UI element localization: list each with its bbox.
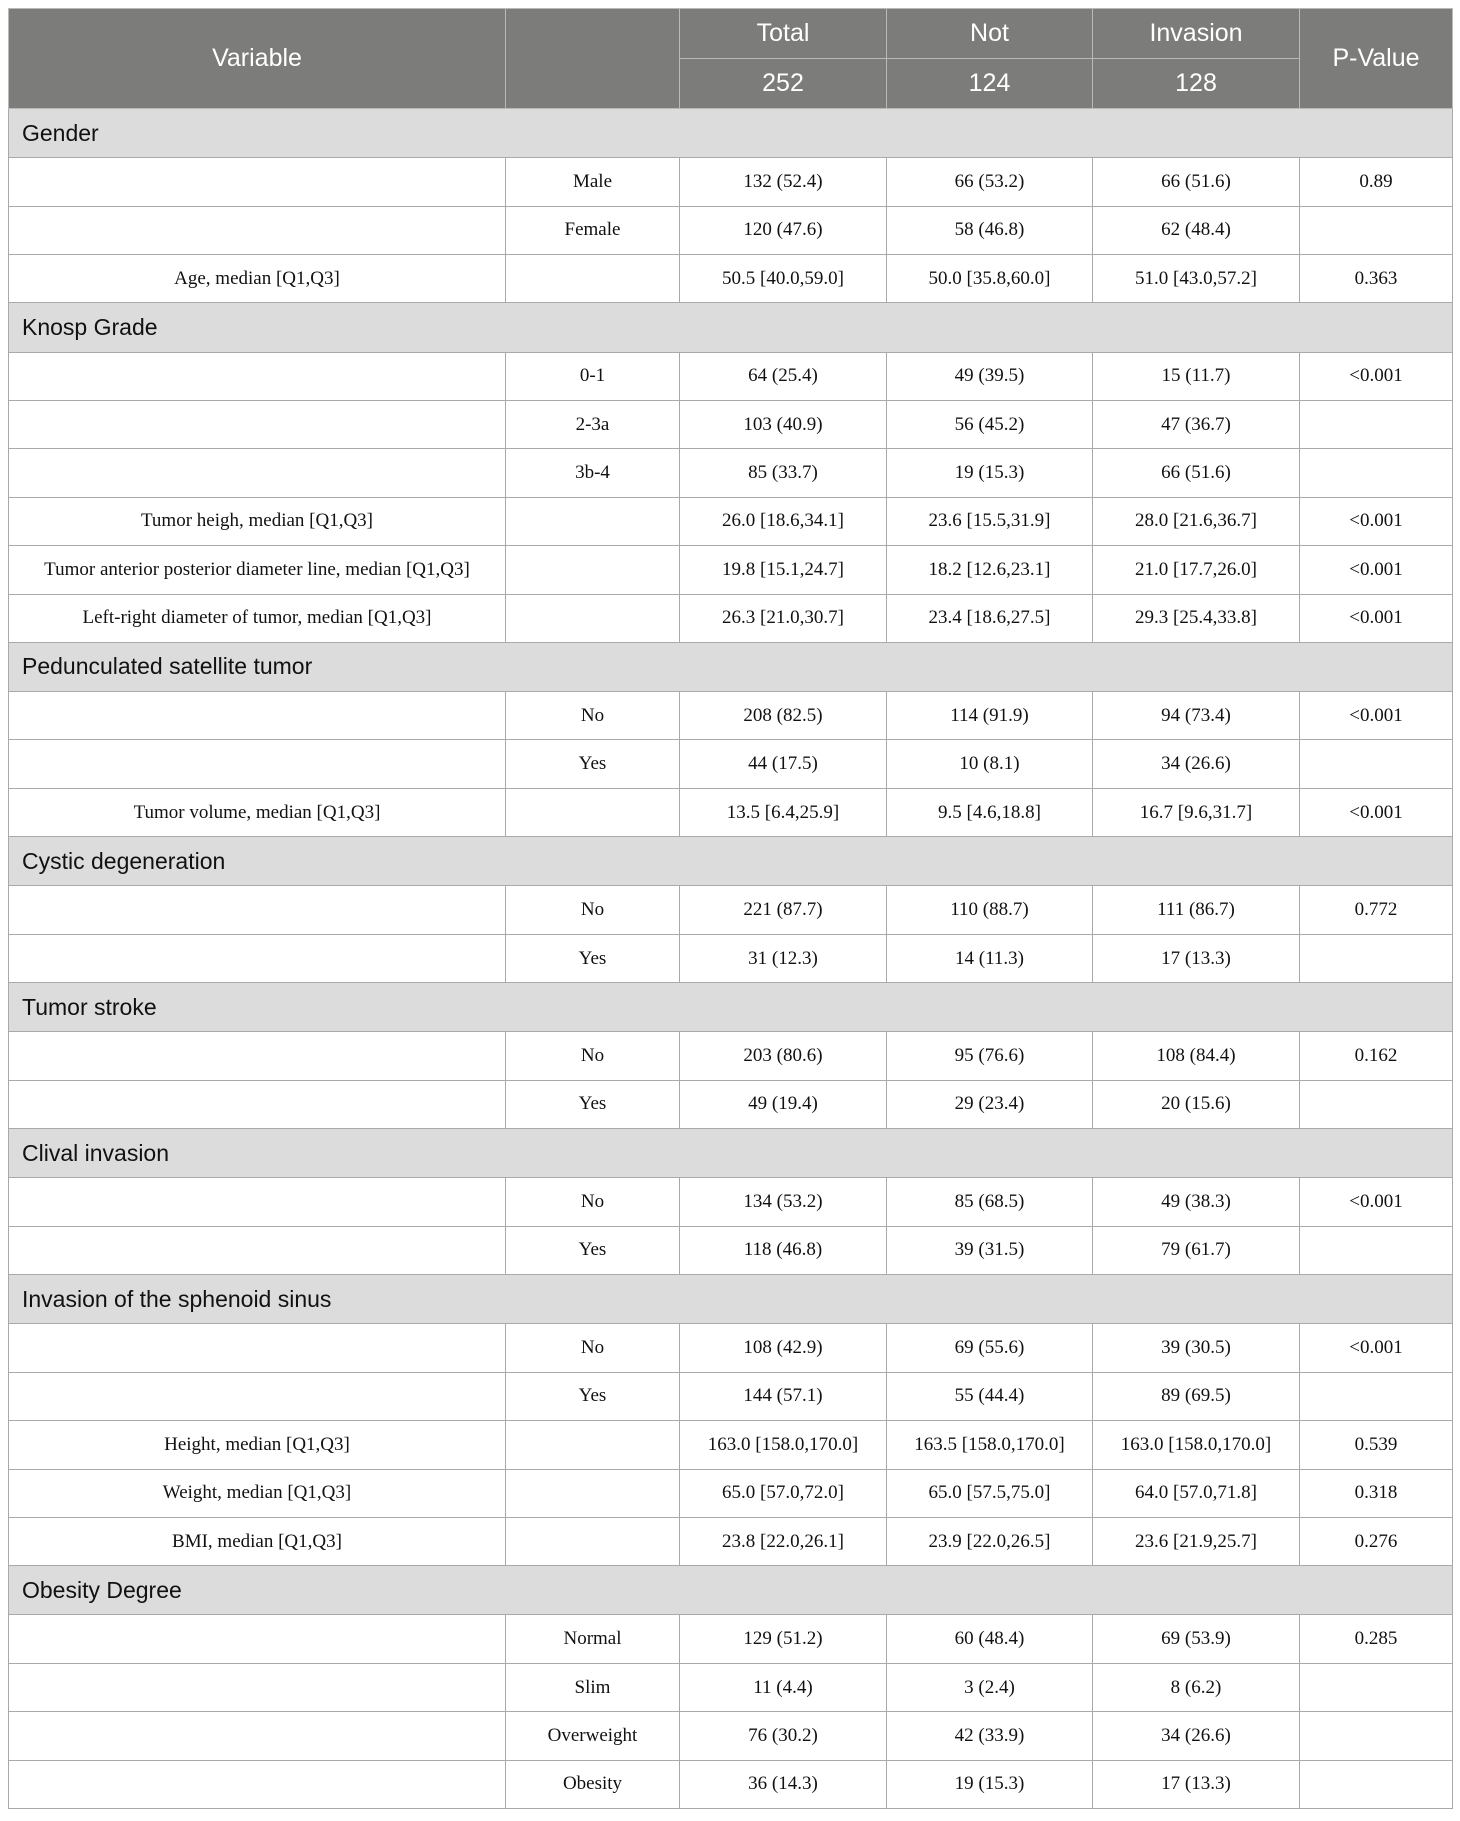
table-row bbox=[9, 1178, 1453, 1226]
group-label: Obesity Degree bbox=[9, 1566, 1453, 1615]
table-body bbox=[9, 109, 1453, 1809]
table-row bbox=[9, 594, 1453, 642]
total-cell: 129 (51.2) bbox=[680, 1615, 887, 1663]
total-cell: 26.0 [18.6,34.1] bbox=[680, 497, 887, 545]
not-cell: 69 (55.6) bbox=[887, 1324, 1093, 1372]
variable-cell bbox=[9, 206, 506, 254]
total-cell: 134 (53.2) bbox=[680, 1178, 887, 1226]
variable-cell bbox=[9, 1615, 506, 1663]
total-cell: 31 (12.3) bbox=[680, 934, 887, 982]
variable-cell bbox=[9, 1760, 506, 1808]
invasion-cell: 34 (26.6) bbox=[1093, 1712, 1300, 1760]
group-label: Knosp Grade bbox=[9, 303, 1453, 352]
not-cell: 55 (44.4) bbox=[887, 1372, 1093, 1420]
pvalue-cell: <0.001 bbox=[1300, 692, 1453, 740]
invasion-cell: 64.0 [57.0,71.8] bbox=[1093, 1469, 1300, 1517]
pvalue-cell: 0.285 bbox=[1300, 1615, 1453, 1663]
header-invasion: Invasion bbox=[1093, 9, 1300, 59]
variable-cell bbox=[9, 1372, 506, 1420]
variable-cell bbox=[9, 1080, 506, 1128]
total-cell: 208 (82.5) bbox=[680, 692, 887, 740]
invasion-cell: 17 (13.3) bbox=[1093, 934, 1300, 982]
total-cell: 118 (46.8) bbox=[680, 1226, 887, 1274]
level-cell: No bbox=[506, 1324, 680, 1372]
table-row bbox=[9, 1615, 1453, 1663]
table-row bbox=[9, 400, 1453, 448]
not-cell: 19 (15.3) bbox=[887, 1760, 1093, 1808]
level-cell bbox=[506, 1469, 680, 1517]
variable-cell bbox=[9, 352, 506, 400]
invasion-cell: 51.0 [43.0,57.2] bbox=[1093, 254, 1300, 302]
level-cell: Overweight bbox=[506, 1712, 680, 1760]
pvalue-cell: <0.001 bbox=[1300, 1324, 1453, 1372]
total-cell: 19.8 [15.1,24.7] bbox=[680, 546, 887, 594]
not-cell: 42 (33.9) bbox=[887, 1712, 1093, 1760]
pvalue-cell: <0.001 bbox=[1300, 497, 1453, 545]
variable-cell: Age, median [Q1,Q3] bbox=[9, 254, 506, 302]
variable-cell: BMI, median [Q1,Q3] bbox=[9, 1517, 506, 1565]
header-n-invasion: 128 bbox=[1093, 59, 1300, 109]
invasion-cell: 66 (51.6) bbox=[1093, 158, 1300, 206]
table-row bbox=[9, 740, 1453, 788]
variable-cell bbox=[9, 1324, 506, 1372]
invasion-cell: 29.3 [25.4,33.8] bbox=[1093, 594, 1300, 642]
total-cell: 64 (25.4) bbox=[680, 352, 887, 400]
invasion-cell: 69 (53.9) bbox=[1093, 1615, 1300, 1663]
total-cell: 13.5 [6.4,25.9] bbox=[680, 788, 887, 836]
not-cell: 23.6 [15.5,31.9] bbox=[887, 497, 1093, 545]
pvalue-cell: 0.539 bbox=[1300, 1421, 1453, 1469]
pvalue-cell bbox=[1300, 206, 1453, 254]
variable-cell: Left-right diameter of tumor, median [Q1,Q3] bbox=[9, 594, 506, 642]
variable-cell bbox=[9, 1663, 506, 1711]
not-cell: 39 (31.5) bbox=[887, 1226, 1093, 1274]
table-row bbox=[9, 449, 1453, 497]
pvalue-cell: <0.001 bbox=[1300, 352, 1453, 400]
variable-cell: Tumor heigh, median [Q1,Q3] bbox=[9, 497, 506, 545]
invasion-cell: 8 (6.2) bbox=[1093, 1663, 1300, 1711]
variable-cell: Tumor volume, median [Q1,Q3] bbox=[9, 788, 506, 836]
level-cell: No bbox=[506, 1178, 680, 1226]
level-cell: 2-3a bbox=[506, 400, 680, 448]
not-cell: 29 (23.4) bbox=[887, 1080, 1093, 1128]
table-row bbox=[9, 497, 1453, 545]
invasion-cell: 16.7 [9.6,31.7] bbox=[1093, 788, 1300, 836]
header-variable: Variable bbox=[9, 9, 506, 109]
total-cell: 49 (19.4) bbox=[680, 1080, 887, 1128]
total-cell: 163.0 [158.0,170.0] bbox=[680, 1421, 887, 1469]
invasion-cell: 163.0 [158.0,170.0] bbox=[1093, 1421, 1300, 1469]
level-cell: 0-1 bbox=[506, 352, 680, 400]
not-cell: 66 (53.2) bbox=[887, 158, 1093, 206]
pvalue-cell: 0.318 bbox=[1300, 1469, 1453, 1517]
total-cell: 36 (14.3) bbox=[680, 1760, 887, 1808]
not-cell: 114 (91.9) bbox=[887, 692, 1093, 740]
table-row bbox=[9, 1080, 1453, 1128]
variable-cell bbox=[9, 692, 506, 740]
table-row bbox=[9, 1372, 1453, 1420]
level-cell: Yes bbox=[506, 934, 680, 982]
invasion-cell: 111 (86.7) bbox=[1093, 886, 1300, 934]
table-row bbox=[9, 788, 1453, 836]
invasion-cell: 17 (13.3) bbox=[1093, 1760, 1300, 1808]
pvalue-cell bbox=[1300, 934, 1453, 982]
not-cell: 3 (2.4) bbox=[887, 1663, 1093, 1711]
table-row bbox=[9, 1324, 1453, 1372]
total-cell: 85 (33.7) bbox=[680, 449, 887, 497]
variable-cell: Height, median [Q1,Q3] bbox=[9, 1421, 506, 1469]
variable-cell bbox=[9, 1178, 506, 1226]
total-cell: 144 (57.1) bbox=[680, 1372, 887, 1420]
level-cell bbox=[506, 594, 680, 642]
invasion-cell: 108 (84.4) bbox=[1093, 1032, 1300, 1080]
total-cell: 65.0 [57.0,72.0] bbox=[680, 1469, 887, 1517]
total-cell: 221 (87.7) bbox=[680, 886, 887, 934]
table-row bbox=[9, 1469, 1453, 1517]
table-row bbox=[9, 206, 1453, 254]
variable-cell bbox=[9, 158, 506, 206]
not-cell: 19 (15.3) bbox=[887, 449, 1093, 497]
level-cell: Female bbox=[506, 206, 680, 254]
pvalue-cell bbox=[1300, 1080, 1453, 1128]
not-cell: 65.0 [57.5,75.0] bbox=[887, 1469, 1093, 1517]
group-row bbox=[9, 1275, 1453, 1324]
table-row bbox=[9, 352, 1453, 400]
level-cell: Normal bbox=[506, 1615, 680, 1663]
not-cell: 50.0 [35.8,60.0] bbox=[887, 254, 1093, 302]
not-cell: 23.4 [18.6,27.5] bbox=[887, 594, 1093, 642]
variable-cell: Weight, median [Q1,Q3] bbox=[9, 1469, 506, 1517]
pvalue-cell bbox=[1300, 400, 1453, 448]
group-row bbox=[9, 642, 1453, 691]
group-row bbox=[9, 983, 1453, 1032]
total-cell: 44 (17.5) bbox=[680, 740, 887, 788]
header-level bbox=[506, 9, 680, 109]
invasion-cell: 94 (73.4) bbox=[1093, 692, 1300, 740]
not-cell: 23.9 [22.0,26.5] bbox=[887, 1517, 1093, 1565]
not-cell: 10 (8.1) bbox=[887, 740, 1093, 788]
pvalue-cell bbox=[1300, 1760, 1453, 1808]
total-cell: 23.8 [22.0,26.1] bbox=[680, 1517, 887, 1565]
level-cell: Slim bbox=[506, 1663, 680, 1711]
table-row bbox=[9, 1421, 1453, 1469]
invasion-cell: 15 (11.7) bbox=[1093, 352, 1300, 400]
level-cell: Yes bbox=[506, 740, 680, 788]
table-row bbox=[9, 1517, 1453, 1565]
variable-cell bbox=[9, 1032, 506, 1080]
pvalue-cell bbox=[1300, 740, 1453, 788]
table-container bbox=[8, 8, 1452, 1809]
table-row bbox=[9, 1032, 1453, 1080]
level-cell bbox=[506, 254, 680, 302]
group-row bbox=[9, 109, 1453, 158]
invasion-cell: 47 (36.7) bbox=[1093, 400, 1300, 448]
not-cell: 9.5 [4.6,18.8] bbox=[887, 788, 1093, 836]
table-row bbox=[9, 886, 1453, 934]
variable-cell bbox=[9, 886, 506, 934]
not-cell: 163.5 [158.0,170.0] bbox=[887, 1421, 1093, 1469]
variable-cell: Tumor anterior posterior diameter line, median [Q1,Q3] bbox=[9, 546, 506, 594]
level-cell bbox=[506, 497, 680, 545]
table-header bbox=[9, 9, 1453, 109]
pvalue-cell: 0.89 bbox=[1300, 158, 1453, 206]
invasion-cell: 20 (15.6) bbox=[1093, 1080, 1300, 1128]
header-not: Not bbox=[887, 9, 1093, 59]
not-cell: 60 (48.4) bbox=[887, 1615, 1093, 1663]
level-cell: No bbox=[506, 886, 680, 934]
level-cell: No bbox=[506, 1032, 680, 1080]
pvalue-cell: <0.001 bbox=[1300, 594, 1453, 642]
invasion-cell: 66 (51.6) bbox=[1093, 449, 1300, 497]
pvalue-cell: 0.276 bbox=[1300, 1517, 1453, 1565]
level-cell bbox=[506, 788, 680, 836]
data-table bbox=[8, 8, 1453, 1809]
table-row bbox=[9, 934, 1453, 982]
level-cell: 3b-4 bbox=[506, 449, 680, 497]
group-label: Cystic degeneration bbox=[9, 837, 1453, 886]
pvalue-cell bbox=[1300, 449, 1453, 497]
table-row bbox=[9, 1712, 1453, 1760]
not-cell: 95 (76.6) bbox=[887, 1032, 1093, 1080]
invasion-cell: 89 (69.5) bbox=[1093, 1372, 1300, 1420]
total-cell: 103 (40.9) bbox=[680, 400, 887, 448]
level-cell bbox=[506, 1517, 680, 1565]
table-row bbox=[9, 1663, 1453, 1711]
not-cell: 49 (39.5) bbox=[887, 352, 1093, 400]
pvalue-cell bbox=[1300, 1372, 1453, 1420]
variable-cell bbox=[9, 1226, 506, 1274]
level-cell: Male bbox=[506, 158, 680, 206]
total-cell: 50.5 [40.0,59.0] bbox=[680, 254, 887, 302]
invasion-cell: 21.0 [17.7,26.0] bbox=[1093, 546, 1300, 594]
level-cell bbox=[506, 1421, 680, 1469]
not-cell: 18.2 [12.6,23.1] bbox=[887, 546, 1093, 594]
group-row bbox=[9, 1129, 1453, 1178]
level-cell: Yes bbox=[506, 1226, 680, 1274]
header-total: Total bbox=[680, 9, 887, 59]
invasion-cell: 28.0 [21.6,36.7] bbox=[1093, 497, 1300, 545]
level-cell: No bbox=[506, 692, 680, 740]
not-cell: 14 (11.3) bbox=[887, 934, 1093, 982]
variable-cell bbox=[9, 1712, 506, 1760]
total-cell: 26.3 [21.0,30.7] bbox=[680, 594, 887, 642]
variable-cell bbox=[9, 740, 506, 788]
total-cell: 76 (30.2) bbox=[680, 1712, 887, 1760]
invasion-cell: 79 (61.7) bbox=[1093, 1226, 1300, 1274]
variable-cell bbox=[9, 449, 506, 497]
invasion-cell: 23.6 [21.9,25.7] bbox=[1093, 1517, 1300, 1565]
pvalue-cell bbox=[1300, 1663, 1453, 1711]
pvalue-cell: 0.162 bbox=[1300, 1032, 1453, 1080]
table-row bbox=[9, 1760, 1453, 1808]
group-label: Gender bbox=[9, 109, 1453, 158]
table-row bbox=[9, 158, 1453, 206]
variable-cell bbox=[9, 934, 506, 982]
group-label: Invasion of the sphenoid sinus bbox=[9, 1275, 1453, 1324]
not-cell: 110 (88.7) bbox=[887, 886, 1093, 934]
invasion-cell: 62 (48.4) bbox=[1093, 206, 1300, 254]
table-row bbox=[9, 254, 1453, 302]
group-label: Clival invasion bbox=[9, 1129, 1453, 1178]
header-pvalue: P-Value bbox=[1300, 9, 1453, 109]
total-cell: 203 (80.6) bbox=[680, 1032, 887, 1080]
pvalue-cell: <0.001 bbox=[1300, 1178, 1453, 1226]
not-cell: 56 (45.2) bbox=[887, 400, 1093, 448]
table-row bbox=[9, 546, 1453, 594]
pvalue-cell: 0.772 bbox=[1300, 886, 1453, 934]
table-row bbox=[9, 1226, 1453, 1274]
group-row bbox=[9, 1566, 1453, 1615]
group-row bbox=[9, 837, 1453, 886]
not-cell: 85 (68.5) bbox=[887, 1178, 1093, 1226]
group-label: Tumor stroke bbox=[9, 983, 1453, 1032]
pvalue-cell: 0.363 bbox=[1300, 254, 1453, 302]
level-cell: Yes bbox=[506, 1080, 680, 1128]
total-cell: 108 (42.9) bbox=[680, 1324, 887, 1372]
not-cell: 58 (46.8) bbox=[887, 206, 1093, 254]
invasion-cell: 39 (30.5) bbox=[1093, 1324, 1300, 1372]
invasion-cell: 34 (26.6) bbox=[1093, 740, 1300, 788]
level-cell: Yes bbox=[506, 1372, 680, 1420]
pvalue-cell bbox=[1300, 1226, 1453, 1274]
header-n-not: 124 bbox=[887, 59, 1093, 109]
pvalue-cell: <0.001 bbox=[1300, 788, 1453, 836]
level-cell: Obesity bbox=[506, 1760, 680, 1808]
group-label: Pedunculated satellite tumor bbox=[9, 642, 1453, 691]
total-cell: 11 (4.4) bbox=[680, 1663, 887, 1711]
total-cell: 120 (47.6) bbox=[680, 206, 887, 254]
level-cell bbox=[506, 546, 680, 594]
pvalue-cell bbox=[1300, 1712, 1453, 1760]
table-row bbox=[9, 692, 1453, 740]
pvalue-cell: <0.001 bbox=[1300, 546, 1453, 594]
invasion-cell: 49 (38.3) bbox=[1093, 1178, 1300, 1226]
group-row bbox=[9, 303, 1453, 352]
variable-cell bbox=[9, 400, 506, 448]
header-n-total: 252 bbox=[680, 59, 887, 109]
total-cell: 132 (52.4) bbox=[680, 158, 887, 206]
